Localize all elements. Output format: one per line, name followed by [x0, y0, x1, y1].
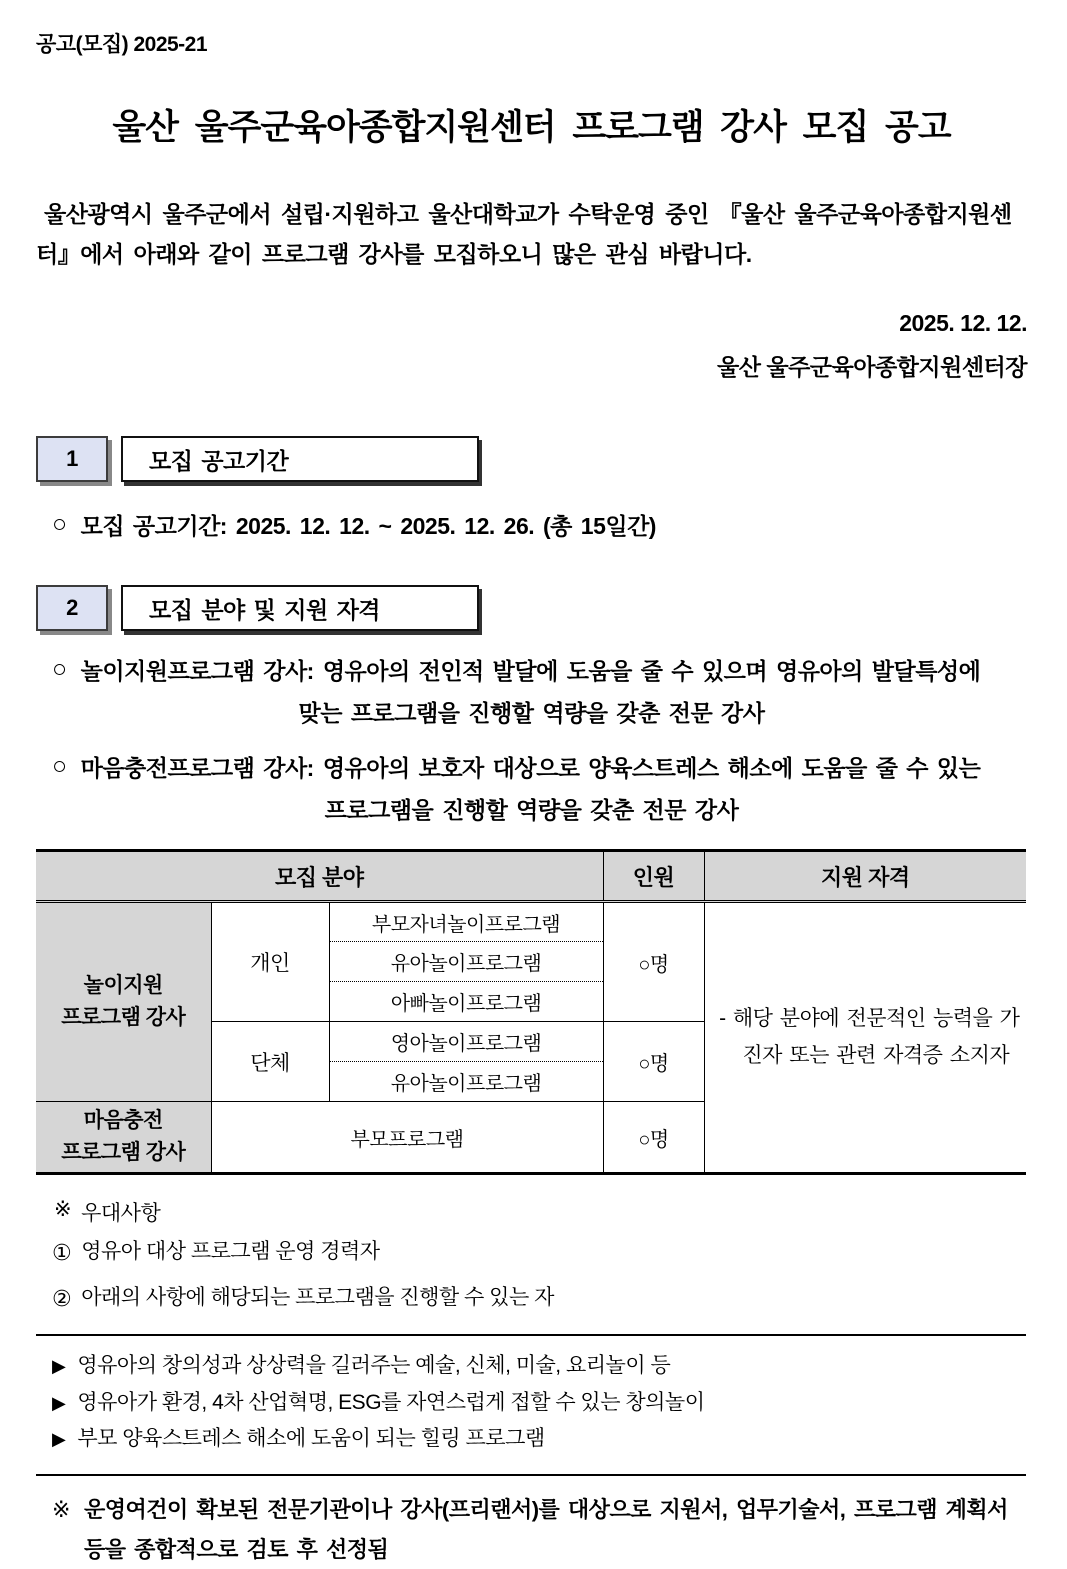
signer-line: 울산 울주군육아종합지원센터장: [717, 354, 1027, 381]
section2-title-box: [121, 585, 479, 631]
bullet-desc-line1: 영유아의 보호자 대상으로 양육스트레스 해소에 도움을 줄 수 있는: [322, 755, 981, 782]
program-cell: 부모자녀놀이프로그램: [329, 902, 603, 942]
circle-bullet-icon: ○: [52, 655, 67, 684]
preferred-item: [36, 1233, 1027, 1273]
section1-bullet: [36, 508, 1027, 541]
asterisk-marker-icon: ※: [54, 1198, 72, 1222]
section2-title: 모집 분야 및 지원 자격: [149, 596, 381, 623]
triangle-bullet-icon: ▶: [52, 1429, 66, 1450]
selection-note-text: 운영여건이 확보된 전문기관이나 강사(프리랜서)를 대상으로 지원서, 업무기술서, 프로그램 계획서 등을 종합적으로 검토 후 선정됨: [84, 1496, 1008, 1562]
category-play-support: [36, 902, 211, 1102]
col-header-field: 모집 분야: [36, 851, 603, 902]
triangle-bullet-icon: ▶: [52, 1392, 66, 1413]
col-header-count: 인원: [603, 851, 704, 902]
count-cell: ○명: [603, 902, 704, 1022]
example-item-text: 영유아의 창의성과 상상력을 길러주는 예술, 신체, 미술, 요리놀이 등: [77, 1354, 671, 1378]
section1-header: [36, 436, 1027, 482]
bullet-play-support: [36, 653, 1027, 728]
bullet-desc-line2: 맞는 프로그램을 진행할 역량을 갖춘 전문 강사: [298, 700, 765, 727]
example-item: [36, 1348, 1027, 1385]
example-item-text: 부모 양육스트레스 해소에 도움이 되는 힐링 프로그램: [77, 1427, 545, 1451]
signature-block: [36, 301, 1027, 391]
type-individual: 개인: [211, 902, 329, 1022]
bullet-desc-line2: 프로그램을 진행할 역량을 갖춘 전문 강사: [324, 797, 739, 824]
bullet-heart-charge: [36, 750, 1027, 825]
program-cell: 영아놀이프로그램: [329, 1022, 603, 1062]
preferred-item-text: 영유아 대상 프로그램 운영 경력자: [81, 1240, 380, 1264]
category-label-line1: 놀이지원: [83, 973, 163, 997]
preferred-title-text: 우대사항: [81, 1202, 161, 1226]
divider-line: [36, 1474, 1026, 1476]
type-team: 단체: [211, 1022, 329, 1102]
example-item: [36, 1421, 1027, 1458]
category-heart-charge: [36, 1102, 211, 1174]
section1-title: 모집 공고기간: [149, 447, 289, 474]
example-item: [36, 1385, 1027, 1422]
section2-number-badge: 2: [36, 585, 108, 631]
category-label-line2: 프로그램 강사: [61, 1141, 186, 1165]
example-item-text: 영유아가 환경, 4차 산업혁명, ESG를 자연스럽게 접할 수 있는 창의놀이: [77, 1390, 705, 1414]
count-cell: ○명: [603, 1022, 704, 1102]
table-row: [36, 902, 1026, 942]
bullet-label: 놀이지원프로그램 강사:: [80, 658, 314, 685]
category-label-line1: 마음충전: [83, 1108, 163, 1132]
circle-bullet-icon: ○: [52, 752, 67, 781]
preferred-section-title: [36, 1197, 1027, 1227]
program-cell: 유아놀이프로그램: [329, 1062, 603, 1102]
asterisk-marker-icon: ※: [52, 1496, 70, 1522]
recruitment-table: [36, 849, 1026, 1175]
qualification-cell: [704, 902, 1026, 1174]
section2-header: [36, 585, 1027, 631]
qualification-text: - 해당 분야에 전문적인 능력을 가진자 또는 관련 자격증 소지자: [719, 1006, 1020, 1067]
selection-note: [36, 1490, 1026, 1569]
date-line: 2025. 12. 12.: [899, 309, 1027, 336]
intro-paragraph: 울산광역시 울주군에서 설립·지원하고 울산대학교가 수탁운영 중인 『울산 울주군육아종합지원센터』에서 아래와 같이 프로그램 강사를 모집하오니 많은 관심 바랍니다.: [36, 201, 1012, 268]
bullet-label: 마음충전프로그램 강사:: [80, 755, 314, 782]
divider-line: [36, 1334, 1026, 1336]
circled-number-icon: ①: [52, 1240, 72, 1266]
section1-title-box: [121, 436, 479, 482]
bullet-desc-line1: 영유아의 전인적 발달에 도움을 줄 수 있으며 영유아의 발달특성에: [322, 658, 981, 685]
program-cell: 아빠놀이프로그램: [329, 982, 603, 1022]
notice-number: 공고(모집) 2025-21: [36, 33, 208, 56]
category-label-line2: 프로그램 강사: [61, 1006, 186, 1030]
section1-number-badge: 1: [36, 436, 108, 482]
circle-bullet-icon: ○: [52, 510, 67, 539]
circled-number-icon: ②: [52, 1285, 72, 1311]
col-header-qualification: 지원 자격: [704, 851, 1026, 902]
count-cell: ○명: [603, 1102, 704, 1174]
table-header-row: [36, 851, 1026, 902]
program-cell: 부모프로그램: [211, 1102, 603, 1174]
preferred-item: [36, 1279, 1027, 1319]
preferred-item-text: 아래의 사항에 해당되는 프로그램을 진행할 수 있는 자: [81, 1285, 554, 1309]
triangle-bullet-icon: ▶: [52, 1356, 66, 1377]
section1-bullet-text: 모집 공고기간: 2025. 12. 12. ~ 2025. 12. 26. (총 15일간): [80, 513, 656, 540]
program-cell: 유아놀이프로그램: [329, 942, 603, 982]
page-title: 울산 울주군육아종합지원센터 프로그램 강사 모집 공고: [112, 108, 951, 147]
